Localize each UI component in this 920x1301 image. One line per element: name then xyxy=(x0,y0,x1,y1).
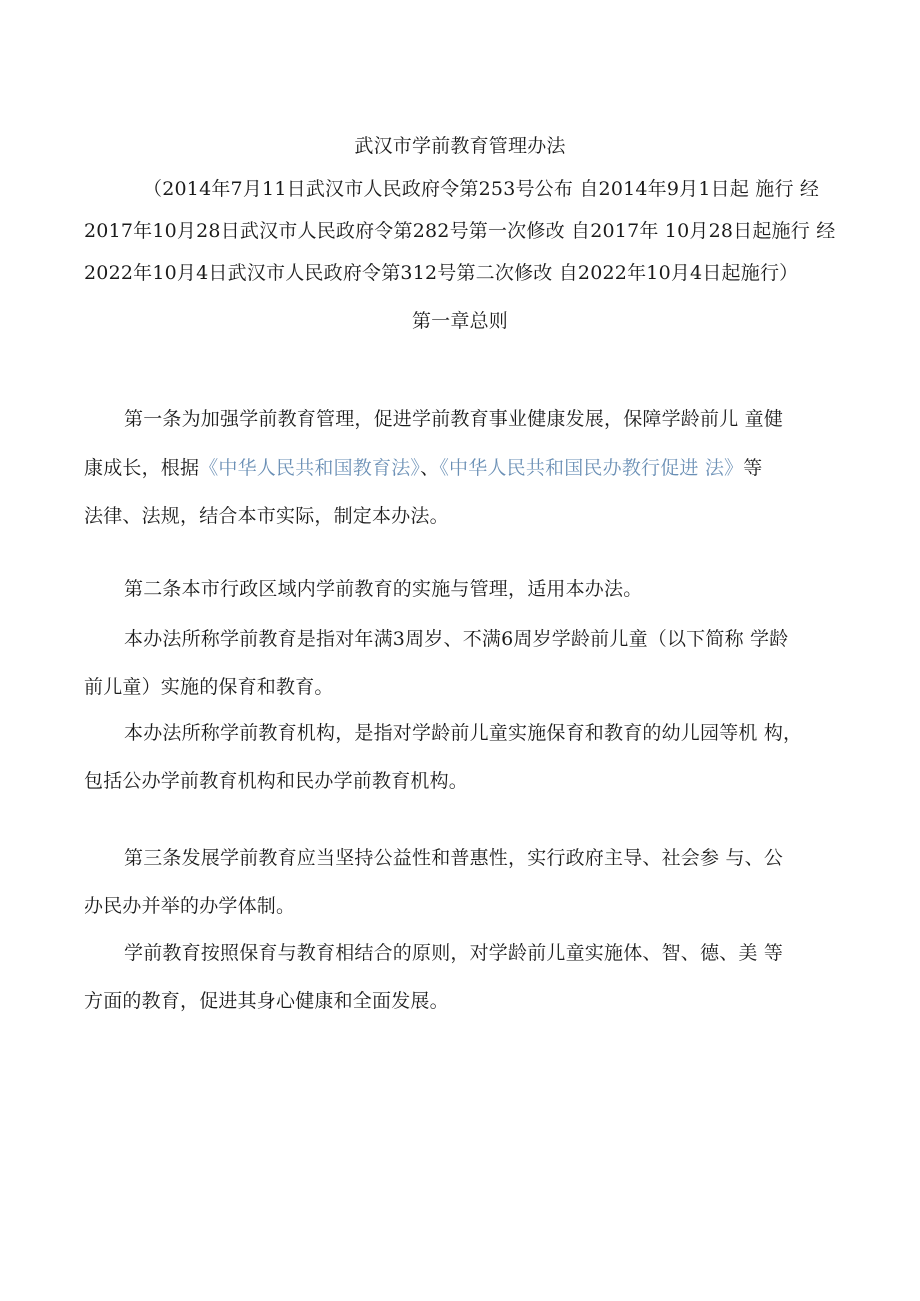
article-2-para-2-line-2: 前儿童）实施的保育和教育。 xyxy=(84,676,334,698)
article-3-para-2-line-1: 学前教育按照保育与教育相结合的原则，对学龄前儿童实施体、智、德、美 等 xyxy=(124,942,784,964)
article-2-para-2-line-1: 本办法所称学前教育是指对年满3周岁、不满6周岁学龄前儿童（以下简称 学龄 xyxy=(124,628,789,650)
article-1-line-1: 第一条为加强学前教育管理，促进学前教育事业健康发展，保障学龄前儿 童健 xyxy=(124,408,784,430)
article-1-prefix: 康成长，根据 xyxy=(84,457,200,479)
article-2-para-3-line-2: 包括公办学前教育机构和民办学前教育机构。 xyxy=(84,770,469,792)
article-1-line-2 xyxy=(84,455,762,481)
article-3-line-1: 第三条发展学前教育应当坚持公益性和普惠性，实行政府主导、社会参 与、公 xyxy=(124,847,784,869)
article-2-para-3-line-1: 本办法所称学前教育机构，是指对学龄前儿童实施保育和教育的幼儿园等机 构， xyxy=(124,722,803,744)
document-title: 武汉市学前教育管理办法 xyxy=(354,135,566,157)
preamble-line-3: 2022年10月4日武汉市人民政府令第312号第二次修改 自2022年10月4日起施行） xyxy=(84,262,799,284)
preamble-line-2: 2017年10月28日武汉市人民政府令第282号第一次修改 自2017年 10月28日起施行 经 xyxy=(84,220,836,242)
article-1-suffix: 等 xyxy=(743,457,763,479)
private-education-law-link[interactable]: 《中华人民共和国民办教行促进 法》 xyxy=(439,457,744,479)
chapter-heading: 第一章总则 xyxy=(411,310,508,332)
article-3-para-2-line-2: 方面的教育，促进其身心健康和全面发展。 xyxy=(84,990,449,1012)
article-1-line-3: 法律、法规，结合本市实际，制定本办法。 xyxy=(84,505,449,527)
article-2-line-1: 第二条本市行政区域内学前教育的实施与管理，适用本办法。 xyxy=(124,578,643,600)
article-3-line-2: 办民办并举的办学体制。 xyxy=(84,895,296,917)
education-law-link[interactable]: 《中华人民共和国教育法》 xyxy=(199,457,421,479)
preamble-line-1: （2014年7月11日武汉市人民政府令第253号公布 自2014年9月1日起 施行 经 xyxy=(143,178,820,200)
article-1-separator: 、 xyxy=(420,457,440,479)
